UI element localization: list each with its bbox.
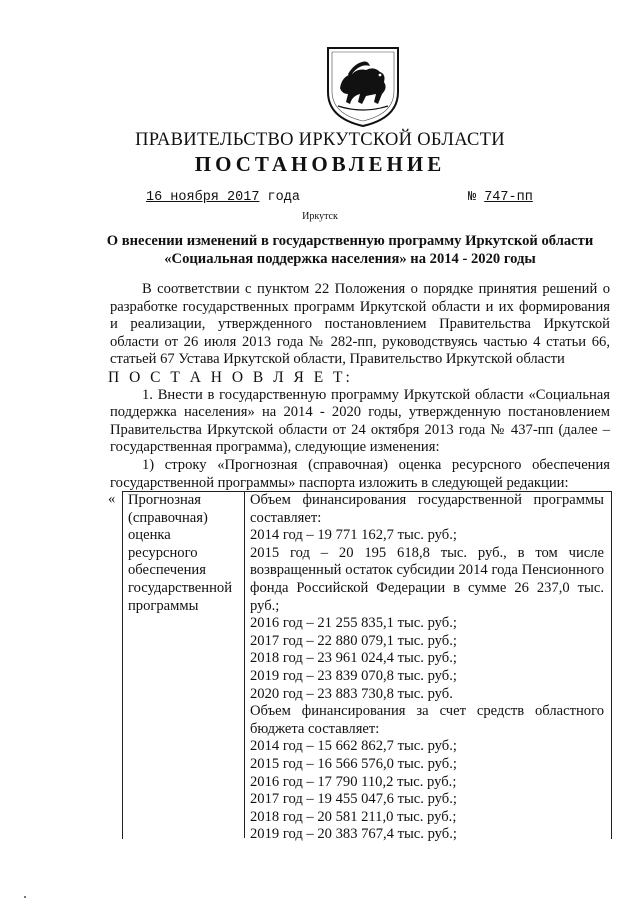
scan-speck <box>24 896 26 898</box>
table-line: 2014 год – 15 662 862,7 тыс. руб.; <box>250 738 457 755</box>
table-line: 2017 год – 22 880 079,1 тыс. руб.; <box>250 632 457 649</box>
table-line: 2019 год – 20 383 767,4 тыс. руб.; <box>250 826 457 843</box>
document-number <box>468 190 533 205</box>
table-line: 2018 год – 23 961 024,4 тыс. руб.; <box>250 650 457 667</box>
date-suffix: года <box>259 190 300 205</box>
city-label: Иркутск <box>302 211 338 222</box>
irkutsk-coat-of-arms-icon <box>322 44 404 128</box>
paragraph-3: 1) строку «Прогнозная (справочная) оценка ресурсного обеспечения государственной программы» паспорта изложить в следующей редакции: <box>110 456 610 491</box>
document-date <box>146 190 300 205</box>
number-prefix: № <box>468 190 485 205</box>
table-line: Объем финансирования государственной программы составляет: <box>250 492 604 526</box>
table-line: 2019 год – 23 839 070,8 тыс. руб.; <box>250 667 457 684</box>
document-body <box>110 281 610 492</box>
decree-word: П О С Т А Н О В Л Я Е Т: <box>108 368 353 386</box>
document-type: ПОСТАНОВЛЕНИЕ <box>194 152 446 176</box>
table-line: 2016 год – 17 790 110,2 тыс. руб.; <box>250 773 457 790</box>
organization-title: ПРАВИТЕЛЬСТВО ИРКУТСКОЙ ОБЛАСТИ <box>135 130 505 150</box>
table-right-cell <box>250 492 604 844</box>
table-line: Объем финансирования за счет средств областного бюджета составляет: <box>250 703 604 737</box>
document-heading: О внесении изменений в государственную программу Иркутской области «Социальная поддержка населения» на 2014 - 2020 годы <box>106 233 594 267</box>
date-value: 16 ноября 2017 <box>146 190 260 205</box>
number-value: 747-пп <box>484 190 533 205</box>
table-left-cell: Прогнозная (справочная) оценка ресурсного обеспечения государственной программы <box>128 492 233 614</box>
table-line: 2015 год – 16 566 576,0 тыс. руб.; <box>250 755 457 772</box>
table-line: 2016 год – 21 255 835,1 тыс. руб.; <box>250 615 457 632</box>
table-line: 2014 год – 19 771 162,7 тыс. руб.; <box>250 527 457 544</box>
table-line: 2018 год – 20 581 211,0 тыс. руб.; <box>250 808 457 825</box>
table-column-divider <box>244 491 245 838</box>
opening-quote: « <box>108 491 116 507</box>
table-line: 2017 год – 19 455 047,6 тыс. руб.; <box>250 791 457 808</box>
paragraph-1: В соответствии с пунктом 22 Положения о порядке принятия решений о разработке государственных программ Иркутской области и их формирования и реализации, утвержденного постановлением Правительства Иркутской области от 26 июля 2013 года № 282-пп, руководствуясь частью 4 статьи 66, статьей 67 Устава Иркутской области, Правительство Иркутской области <box>110 281 610 368</box>
table-line: 2015 год – 20 195 618,8 тыс. руб., в том числе возвращенный остаток субсидии 2014 года Пенсионного фонда Российской Федерации в сумме 26 237,0 тыс. руб.; <box>250 544 604 614</box>
paragraph-2: 1. Внести в государственную программу Иркутской области «Социальная поддержка населения» на 2014 - 2020 годы, утвержденную постановлением Правительства Иркутской области от 24 октября 2013 года № 437-пп (далее – государственная программа), следующие изменения: <box>110 386 610 456</box>
table-line: 2020 год – 23 883 730,8 тыс. руб. <box>250 685 453 702</box>
